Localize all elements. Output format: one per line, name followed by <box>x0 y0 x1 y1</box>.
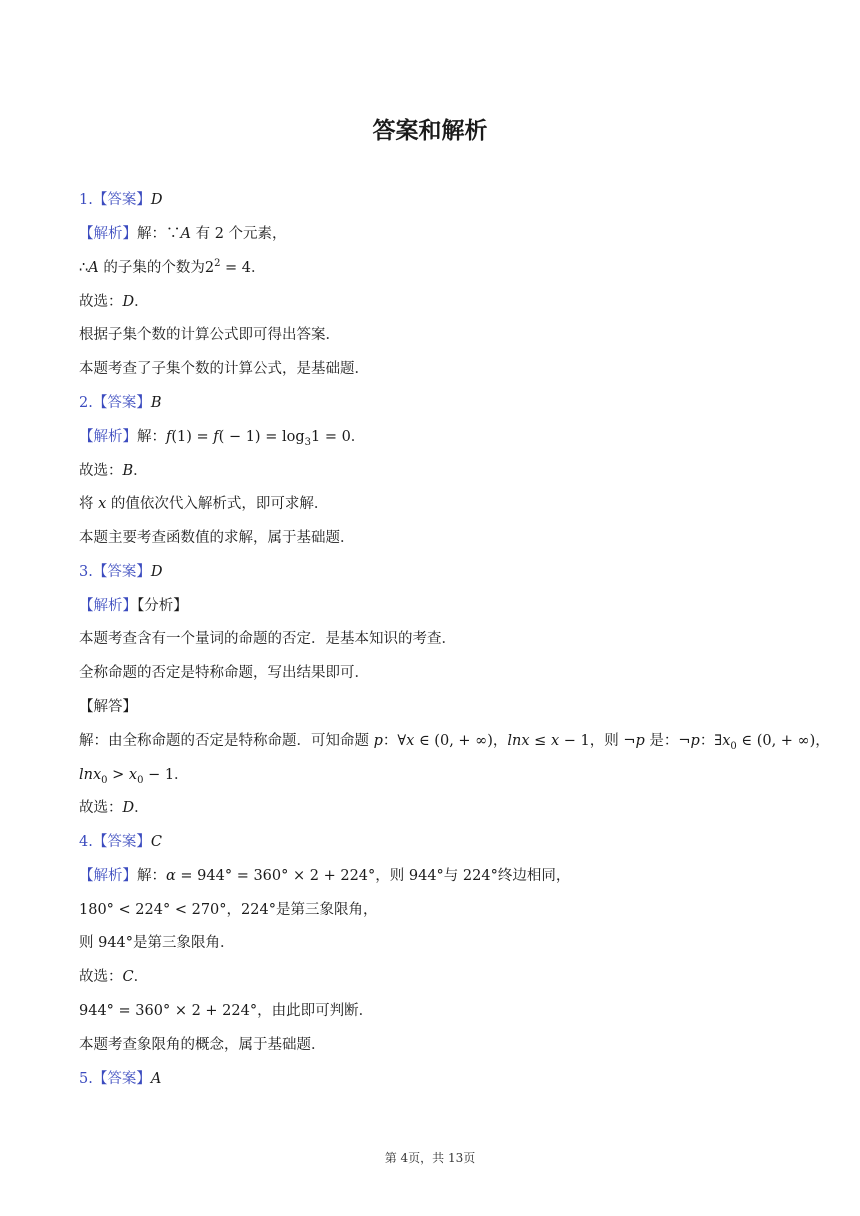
text: ． <box>133 969 149 985</box>
math: D <box>122 800 135 816</box>
q4-analysis-line-1 <box>79 866 570 886</box>
math: D <box>122 294 135 310</box>
text: ：∀ <box>382 733 407 749</box>
text: 解： <box>137 868 166 884</box>
text: 故选： <box>79 463 123 479</box>
math: x <box>550 733 560 749</box>
q3-analysis-sub-tag: 【分析】 <box>137 598 188 614</box>
text: ∈ (0, + ∞)， <box>414 733 508 749</box>
text: ． <box>134 294 149 310</box>
math: f <box>166 429 172 445</box>
q1-analysis-line-4: 根据子集个数的计算公式即可得出答案． <box>79 327 340 343</box>
text: 将 <box>79 496 99 512</box>
q5-answer-tag: 【答案】 <box>92 1071 151 1087</box>
q4-analysis-tag: 【解析】 <box>79 868 137 884</box>
q3-analysis-line <box>79 596 188 616</box>
math: x <box>722 733 731 749</box>
math: lnx <box>79 767 102 783</box>
q3-number: 3. <box>79 564 93 580</box>
q5-number: 5. <box>79 1071 93 1087</box>
q1-analysis-tag: 【解析】 <box>79 226 137 242</box>
text: = 944° = 360° × 2 + 224°，则 944°与 224°终边相同， <box>175 868 571 884</box>
math: x <box>98 496 107 512</box>
subscript: 0 <box>137 774 144 786</box>
q3-answer-line <box>79 562 162 582</box>
q4-analysis-line-5: 944° = 360° × 2 + 224°，由此即可判断． <box>79 1003 374 1019</box>
q2-number: 2. <box>79 395 93 411</box>
q3-answer: D <box>150 564 163 580</box>
text: ：∃ <box>699 733 723 749</box>
q2-analysis-line-4: 本题主要考查函数值的求解，属于基础题． <box>79 530 355 546</box>
math: A <box>88 260 99 276</box>
subscript: 3 <box>304 436 311 448</box>
text: − 1，则 <box>559 733 624 749</box>
q2-answer: B <box>150 395 162 411</box>
q2-analysis-line-2 <box>79 461 148 481</box>
q5-answer-line <box>79 1069 161 1089</box>
math: p <box>373 733 383 749</box>
q5-answer: A <box>150 1071 162 1087</box>
q3-answer-tag: 【答案】 <box>92 564 151 580</box>
q2-answer-tag: 【答案】 <box>92 395 151 411</box>
q1-answer-tag: 【答案】 <box>92 192 151 208</box>
q3-solve-tag: 【解答】 <box>79 699 137 715</box>
text: 解：由全称命题的否定是特称命题．可知命题 <box>79 733 374 749</box>
math: B <box>122 463 134 479</box>
superscript: 2 <box>214 258 221 270</box>
math: x <box>128 767 138 783</box>
q1-answer: D <box>150 192 163 208</box>
q1-analysis-line-1 <box>79 224 287 244</box>
q4-answer-tag: 【答案】 <box>92 834 151 850</box>
q3-line-2: 全称命题的否定是特称命题，写出结果即可． <box>79 665 369 681</box>
q3-line-1: 本题考查含有一个量词的命题的否定．是基本知识的考查． <box>79 631 456 647</box>
text: ． <box>133 463 148 479</box>
text: ∴ <box>79 260 89 276</box>
text: ( − 1) = log <box>218 429 305 445</box>
q4-analysis-line-6: 本题考查象限角的概念，属于基础题． <box>79 1037 326 1053</box>
q3-line-4 <box>79 765 189 785</box>
q4-number: 4. <box>79 834 93 850</box>
q3-line-3 <box>79 731 830 751</box>
math: ¬p <box>678 733 700 749</box>
text: 1 = 0． <box>310 429 366 445</box>
q2-analysis-tag: 【解析】 <box>79 429 137 445</box>
subscript: 0 <box>730 740 737 752</box>
q3-analysis-tag: 【解析】 <box>79 598 137 614</box>
q4-analysis-line-2: 180° < 224° < 270°，224°是第三象限角， <box>79 902 378 918</box>
math: lnx <box>507 733 530 749</box>
subscript: 0 <box>101 774 108 786</box>
text: 解：∵ <box>137 226 181 242</box>
text: 的值依次代入解析式，即可求解． <box>106 496 329 512</box>
math: α <box>166 868 176 884</box>
math: C <box>122 969 134 985</box>
text: 故选： <box>79 800 123 816</box>
text: 故选： <box>79 294 123 310</box>
text: 故选： <box>79 969 123 985</box>
q2-analysis-line-3 <box>79 494 328 514</box>
math: A <box>180 226 191 242</box>
q1-answer-line <box>79 190 162 210</box>
text: = 4． <box>220 260 266 276</box>
q3-line-5 <box>79 798 149 818</box>
text: ∈ (0, + ∞)， <box>736 733 830 749</box>
math: f <box>213 429 219 445</box>
text: 解： <box>137 429 166 445</box>
text: 的子集的个数为2 <box>98 260 215 276</box>
text: (1) = <box>171 429 214 445</box>
text: ≤ <box>529 733 551 749</box>
math: ¬p <box>623 733 645 749</box>
text: > <box>107 767 129 783</box>
q4-analysis-line-4 <box>79 967 148 987</box>
q1-analysis-line-2 <box>79 258 266 278</box>
text: 有 2 个元素， <box>190 226 287 242</box>
math: x <box>406 733 415 749</box>
page-footer: 第 4页，共 13页 <box>384 1151 476 1165</box>
q1-analysis-line-3 <box>79 292 149 312</box>
q1-number: 1. <box>79 192 93 208</box>
q1-analysis-line-5: 本题考查了子集个数的计算公式，是基础题． <box>79 361 369 377</box>
text: − 1． <box>143 767 189 783</box>
q4-answer: C <box>150 834 162 850</box>
text: ． <box>134 800 149 816</box>
q4-answer-line <box>79 832 162 852</box>
text: 是： <box>644 733 679 749</box>
q2-analysis-line-1 <box>79 427 365 447</box>
q4-analysis-line-3: 则 944°是第三象限角． <box>79 935 235 951</box>
page-title: 答案和解析 <box>372 118 488 144</box>
q2-answer-line <box>79 393 162 413</box>
